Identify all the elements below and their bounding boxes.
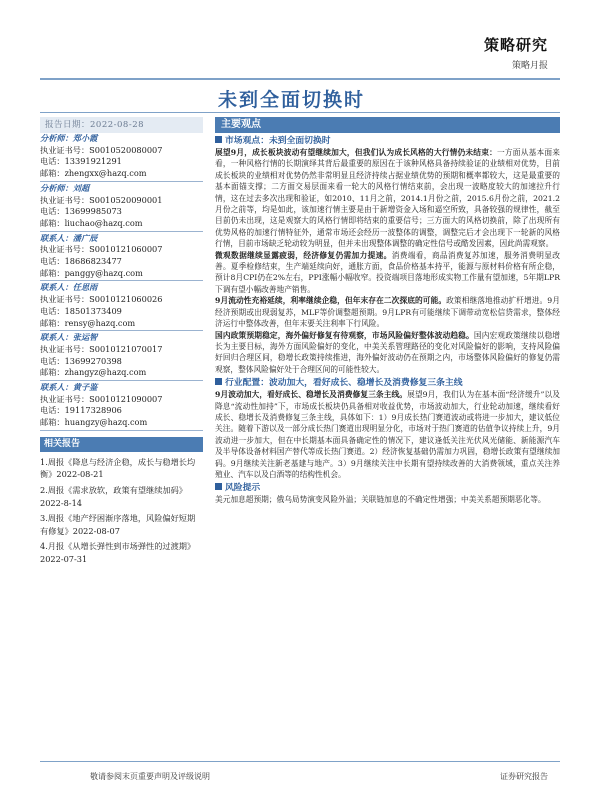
contact-email: 邮箱：panggy@hazq.com bbox=[40, 267, 143, 278]
contact-cert: 执业证书号：S0010121090007 bbox=[40, 393, 163, 404]
contact-role-label: 联系人 bbox=[40, 382, 65, 393]
contact-role: 联系人：潘广辰 bbox=[40, 232, 98, 243]
section-heading bbox=[215, 135, 560, 147]
left-sidebar bbox=[40, 117, 203, 569]
header-divider bbox=[40, 78, 560, 80]
related-report-item[interactable]: 1.周报《降息与经济企稳，成长与稳增长均衡》2022-08-21 bbox=[40, 456, 196, 480]
section-paragraph bbox=[215, 330, 560, 376]
paragraph-body: 一方面从基本面来看，一种风格行情的长期演绎其背后最重要的原因在于该种风格具备持续验证的业绩相对优势，目前成长板块的业绩相对优势仍然非常明显且经济持续占据业绩优势的预期和概率都较大，这是最重要的基本面锚支撑；二方面交易层面来看一轮大的风格行情结束前，会出现一波略度较大的加速拉升行情，这在过去多次出现和验证，如2010、11月之前，2014.1月份之前，2015.6月份之前，2021.2月份之前等，均是如此，该加速行情主要是由于新增资金入场和逼空所致，具备较强的规律性，截至目前仍未出现，这是观察大的风格行情即将结束的重要信号；三方面大的风格切换前，除了出现所有优势风格的加速行情特征外，通常市场还会经历一波整体的调整，调整完后才会出现下一轮新的风格行情，目前市场缺乏轮动较为明显，但并未出现整体调整的确定性信号或酷发因素，因此尚需观察。 bbox=[215, 148, 560, 249]
footer-label: 证券研究报告 bbox=[500, 772, 548, 781]
section-title: 行业配置：波动加大，看好成长、稳增长及消费修复三条主线 bbox=[225, 378, 463, 389]
contact-name: 张运智 bbox=[72, 332, 98, 343]
section-paragraph bbox=[215, 250, 560, 296]
related-report-item[interactable]: 3.周报《地产纾困渐序落地，风险偏好短期有修复》2022-08-07 bbox=[40, 513, 196, 536]
paragraph-body: 国内宏观政策继续以稳增长为主要目标，海外方面风险偏好的变化，中美关系管理路径的变化对风险偏好的影响，支持风险偏好回归合理区间，稳增长政策持续推进，海外偏好波动仍在预期之内，市场整体风险偏好的修复仍需观察，整体风险偏好处于合理区间的可能性较大。 bbox=[215, 330, 560, 374]
page-title: 未到全面切换时 bbox=[218, 89, 366, 111]
paragraph-lead: 9月流动性充裕延续，利率继续企稳，但年末存在二次探底的可能。 bbox=[215, 296, 447, 306]
paragraph-lead: 微观数据继续显露疲弱，经济修复仍需加力提速。 bbox=[215, 250, 392, 260]
contact-name: 任思雨 bbox=[72, 282, 98, 293]
contact-cert: 执业证书号：S0010121060007 bbox=[40, 244, 163, 255]
contact-phone: 电话：13391921291 bbox=[40, 156, 122, 167]
contact-role: 联系人：任思雨 bbox=[40, 282, 98, 293]
main-sections bbox=[215, 135, 560, 506]
contact-email: 邮箱：zhangyz@hazq.com bbox=[40, 367, 147, 378]
section-title: 市场观点：未到全面切换时 bbox=[225, 136, 331, 146]
contact-email: 邮箱：huangzy@hazq.com bbox=[40, 417, 148, 428]
paragraph-body: 消费端看，商品消费复苏加速，服务消费明显改善。夏季检修结束，生产端延续向好，通胀方面，食品价格基本持平，能源与原材料价格有所企稳，预计8月CPI仍在2%左右，PPI涨幅小幅收窄。投资端项目落地形成实物工作量有望加速，5年期LPR下调有望小幅改善地产销售。 bbox=[215, 250, 560, 294]
contact-phone: 电话：13699985073 bbox=[40, 206, 122, 217]
contact-phone: 电话：18686823477 bbox=[40, 256, 122, 267]
square-bullet-icon bbox=[215, 378, 222, 385]
contact-role: 联系人：张运智 bbox=[40, 332, 98, 343]
contact-role: 分析师：刘超 bbox=[40, 182, 90, 193]
contact-divider bbox=[40, 280, 203, 281]
brand-block bbox=[484, 34, 548, 71]
contact-divider bbox=[40, 330, 203, 331]
report-date: 报告日期：2022-08-28 bbox=[40, 117, 203, 133]
contact-email: 邮箱：rensy@hazq.com bbox=[40, 317, 136, 328]
contact-role-label: 联系人 bbox=[40, 232, 65, 243]
section-paragraph bbox=[215, 295, 560, 329]
contact-divider bbox=[40, 181, 203, 182]
contact-name: 潘广辰 bbox=[72, 232, 98, 243]
related-report-item[interactable]: 2.周报《需求放软，政策有望继续加码》2022-8-14 bbox=[40, 485, 187, 508]
contact-divider bbox=[40, 231, 203, 232]
paragraph-body: 政策相继落地推动扩杆增进。9月经济预期或出现弱复苏，MLF等价调整超预期。9月LPR有可能继续下调带动宽松信贷需求，整体经济运行中整体改善，但年末要关注利率下行风险。 bbox=[215, 296, 560, 329]
footer-disclaimer: 敬请参阅末页重要声明及评级说明 bbox=[90, 772, 210, 781]
contact-role-label: 联系人 bbox=[40, 282, 65, 293]
related-report-item[interactable]: 4.月报《从增长弹性到市场弹性的过渡期》2022-07-31 bbox=[40, 541, 196, 565]
contact-cert: 执业证书号：S0010520080007 bbox=[40, 144, 163, 155]
contact-name: 刘超 bbox=[72, 182, 90, 193]
contact-role: 分析师：郑小霞 bbox=[40, 133, 98, 143]
section-paragraph bbox=[215, 147, 560, 250]
contact-cert: 执业证书号：S0010121060026 bbox=[40, 294, 163, 305]
section-heading bbox=[215, 482, 560, 494]
contact-list bbox=[40, 133, 203, 431]
related-reports-heading: 相关报告 bbox=[40, 437, 203, 452]
related-reports-list bbox=[40, 456, 203, 566]
paragraph-lead: 9月波动加大，看好成长、稳增长及消费修复三条主线。 bbox=[215, 390, 408, 400]
section-heading bbox=[215, 377, 560, 389]
brand-title: 策略研究 bbox=[483, 36, 548, 54]
contact-divider bbox=[40, 380, 203, 381]
contact-email: 邮箱：zhengxx@hazq.com bbox=[40, 168, 147, 179]
main-content bbox=[215, 117, 560, 506]
title-divider bbox=[40, 112, 560, 113]
contact-divider bbox=[40, 430, 203, 431]
square-bullet-icon bbox=[215, 136, 222, 143]
report-type: 策略月报 bbox=[511, 61, 548, 71]
paragraph-lead: 展望9月，成长板块波动有望继续加大，但我们认为成长风格的大行情仍未结束： bbox=[215, 148, 498, 157]
contact-role-label: 分析师 bbox=[40, 182, 65, 193]
section-paragraph bbox=[215, 494, 560, 505]
paragraph-body: 美元加息超预期；俄乌局势演变风险外溢；关联链加息的不确定性增强；中美关系超预期恶化等。 bbox=[215, 495, 546, 505]
contact-name: 郑小霞 bbox=[72, 133, 98, 143]
paragraph-lead: 国内政策预期稳定，海外偏好修复有待观察，市场风险偏好整体波动趋稳。 bbox=[215, 330, 474, 340]
contact-phone: 电话：13699270398 bbox=[40, 355, 122, 366]
contact-role-label: 分析师 bbox=[40, 133, 65, 143]
section-paragraph bbox=[215, 389, 560, 480]
section-title: 风险提示 bbox=[225, 483, 261, 494]
contact-role: 联系人：黄子鉴 bbox=[40, 382, 98, 393]
contact-email: 邮箱：liuchao@hazq.com bbox=[40, 217, 143, 228]
paragraph-body: 展望9月，我们认为在基本面“经济缓升”以及降息“流动性加持”下，市场成长板块仍具备相对收益优势，市场波动加大，行业轮动加速，继续看好成长、稳增长及消费修复三条主线，具体如下：1）9月成长热门赛道波动或将进一步加大，建议低位关注。随着下游以及一部分成长热门赛道出现明显分化，市场对于热门赛道的估值争议持续上升，9月波动进一步加大，但在中长期基本面具备确定性的情况下，建议逢低关注光伏风光储能、新能源汽车及半导体设备材料国产替代等成长热门赛道。2）经济恢复基础仍需加力巩固，稳增长政策有望继续加码。9月继续关注新老基建与地产。3）9月继续关注中长期有望持续改善的大消费领域，重点关注养殖业、汽车以及白酒等的结构性机会。 bbox=[215, 390, 560, 479]
contact-phone: 电话：19117328906 bbox=[40, 405, 122, 416]
square-bullet-icon bbox=[215, 483, 222, 490]
contact-name: 黄子鉴 bbox=[72, 382, 98, 393]
main-points-heading: 主要观点 bbox=[215, 117, 560, 133]
contact-role-label: 联系人 bbox=[40, 332, 65, 343]
contact-phone: 电话：18501373409 bbox=[40, 305, 122, 316]
contact-cert: 执业证书号：S0010520090001 bbox=[40, 194, 163, 205]
contact-cert: 执业证书号：S0010121070017 bbox=[40, 343, 163, 354]
footer-divider bbox=[40, 761, 560, 762]
